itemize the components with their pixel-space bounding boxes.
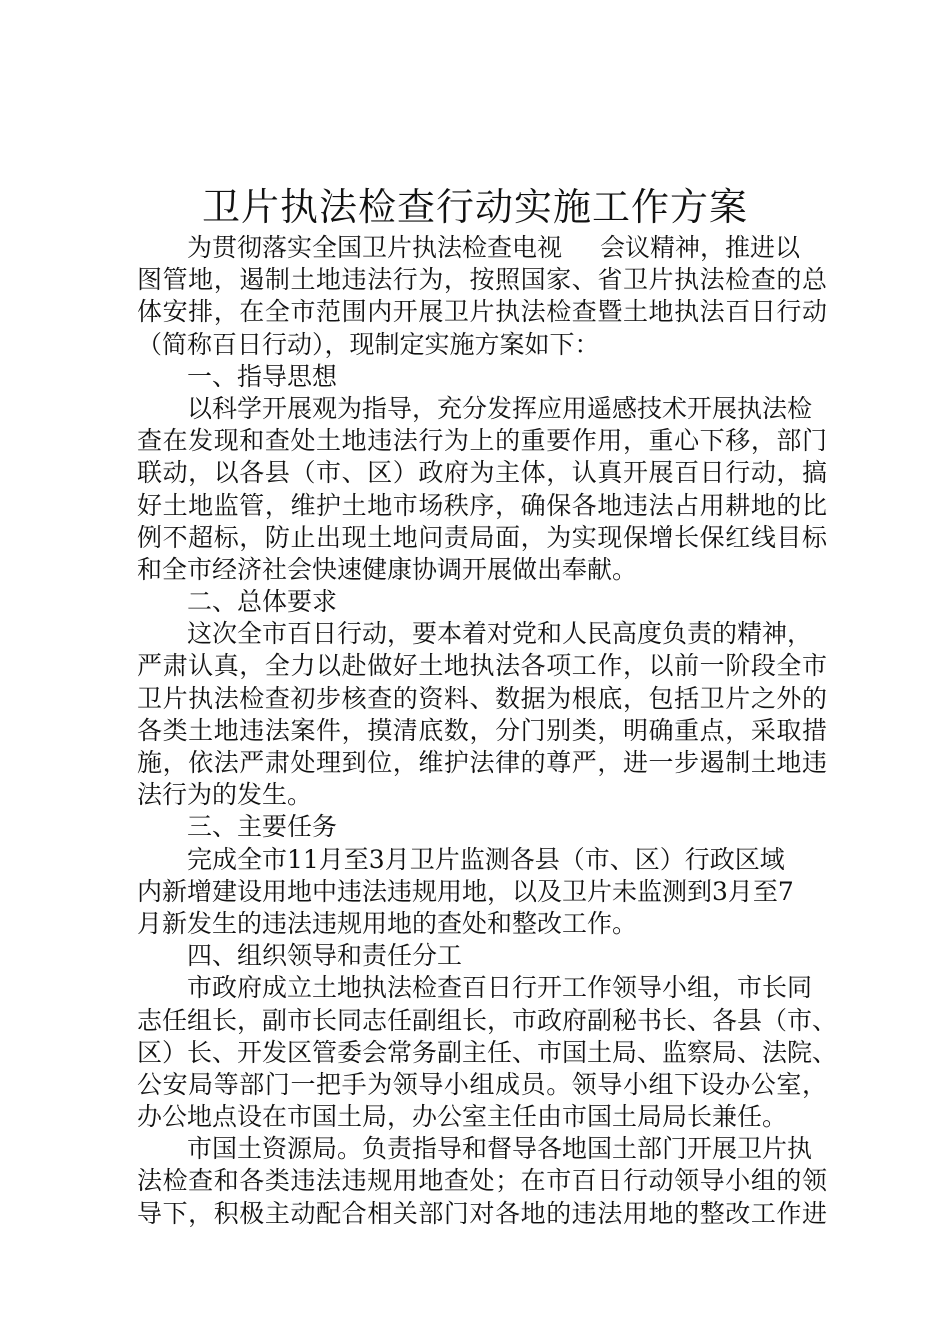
section-1-line-2: 查在发现和查处土地违法行为上的重要作用，重心下移，部门	[137, 426, 827, 456]
section-4-heading: 四、组织领导和责任分工	[187, 941, 463, 971]
section-2-line-1: 这次全市百日行动，要本着对党和人民高度负责的精神，	[187, 619, 813, 649]
document-body	[137, 232, 838, 1230]
section-4-line-4: 公安局等部门一把手为领导小组成员。领导小组下设办公室，	[137, 1069, 827, 1099]
section-2-line-2: 严肃认真，全力以赴做好土地执法各项工作，以前一阶段全市	[137, 651, 827, 681]
section-1-heading: 一、指导思想	[187, 361, 338, 391]
section-1-line-4: 好土地监管，维护土地市场秩序，确保各地违法占用耕地的比	[137, 490, 827, 520]
section-4-para-2-line-1: 市国土资源局。负责指导和督导各地国土部门开展卫片执	[187, 1134, 813, 1164]
section-3-line-3: 月新发生的违法违规用地的查处和整改工作。	[137, 908, 638, 938]
section-2-line-6: 法行为的发生。	[137, 780, 313, 810]
intro-line-1-part-b: 会议精神，推进以	[600, 233, 801, 262]
intro-line-1-part-a: 为贯彻落实全国卫片执法检查电视	[187, 233, 563, 262]
intro-line-3: 体安排，在全市范围内开展卫片执法检查暨土地执法百日行动	[137, 297, 827, 327]
section-4-para-2-line-2: 法检查和各类违法违规用地查处；在市百日行动领导小组的领	[137, 1166, 827, 1196]
section-3-heading: 三、主要任务	[187, 812, 338, 842]
section-2-line-4: 各类土地违法案件，摸清底数，分门别类，明确重点，采取措	[137, 715, 827, 745]
section-1-line-5: 例不超标，防止出现土地问责局面，为实现保增长保红线目标	[137, 522, 827, 552]
document-title: 卫片执法检查行动实施工作方案	[201, 185, 748, 229]
section-4-line-5: 办公地点设在市国土局，办公室主任由市国土局局长兼任。	[137, 1102, 788, 1132]
intro-line-1	[137, 232, 827, 264]
section-3-line-2: 内新增建设用地中违法违规用地，以及卫片未监测到3月至7	[137, 876, 794, 906]
section-4-para-2-line-3: 导下，积极主动配合相关部门对各地的违法用地的整改工作进	[137, 1198, 827, 1228]
section-3-line-1: 完成全市11月至3月卫片监测各县（市、区）行政区域	[187, 844, 785, 874]
section-1-line-3: 联动，以各县（市、区）政府为主体，认真开展百日行动，搞	[137, 458, 827, 488]
section-4-line-3: 区）长、开发区管委会常务副主任、市国土局、监察局、法院、	[137, 1037, 838, 1067]
section-1-line-1: 以科学开展观为指导，充分发挥应用遥感技术开展执法检	[187, 393, 813, 423]
section-4-line-1: 市政府成立土地执法检查百日行开工作领导小组，市长同	[187, 973, 813, 1003]
section-4-line-2: 志任组长，副市长同志任副组长，市政府副秘书长、各县（市、	[137, 1005, 838, 1035]
intro-line-2: 图管地，遏制土地违法行为，按照国家、省卫片执法检查的总	[137, 265, 827, 295]
section-2-heading: 二、总体要求	[187, 587, 338, 617]
section-2-line-3: 卫片执法检查初步核查的资料、数据为根底，包括卫片之外的	[137, 683, 827, 713]
section-2-line-5: 施，依法严肃处理到位，维护法律的尊严，进一步遏制土地违	[137, 748, 827, 777]
intro-line-4: （简称百日行动），现制定实施方案如下：	[137, 329, 600, 359]
section-1-line-6: 和全市经济社会快速健康协调开展做出奉献。	[137, 554, 638, 584]
